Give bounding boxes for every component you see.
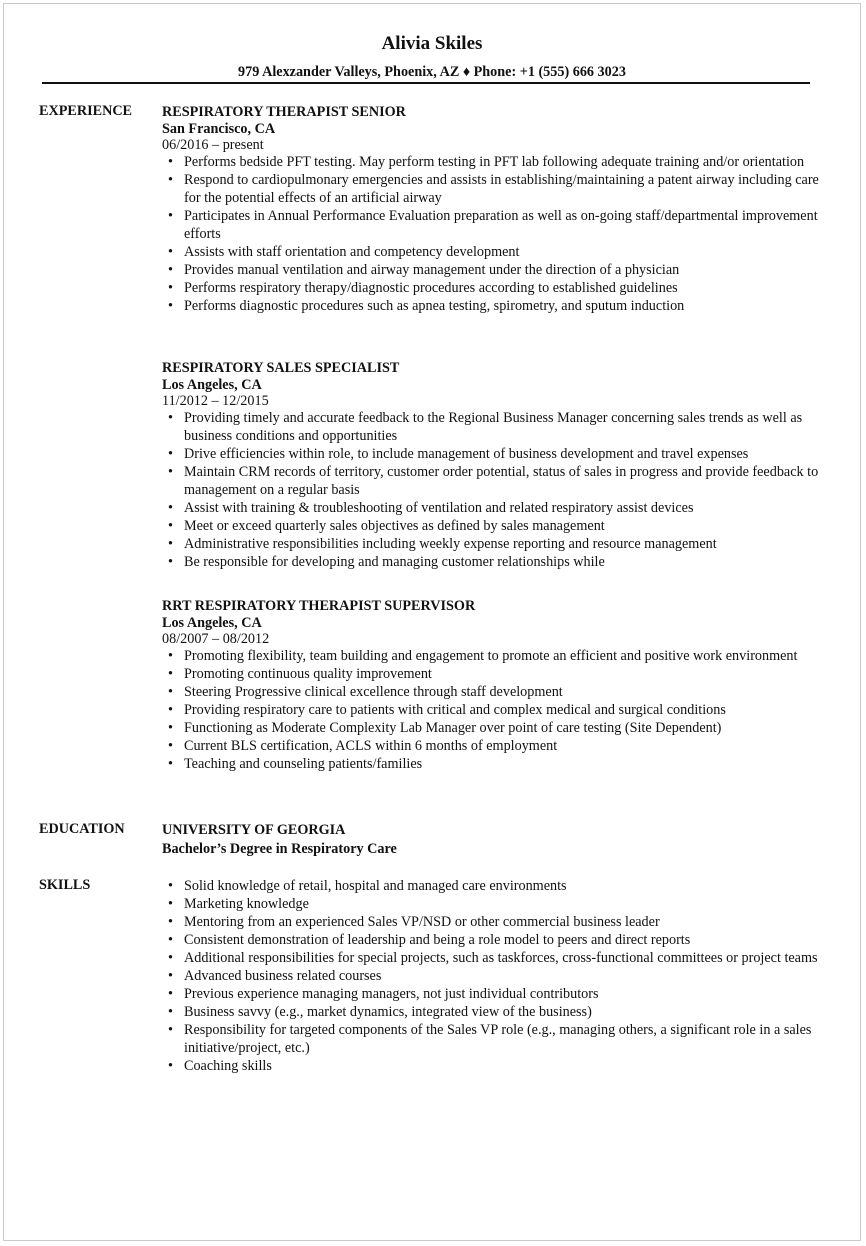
bullet-text: Coaching skills [184, 1058, 272, 1074]
skills-bullets [162, 877, 822, 1075]
bullet-text: Performs respiratory therapy/diagnostic procedures according to established guidelines [184, 280, 678, 296]
bullet-text: Performs diagnostic procedures such as apnea testing, spirometry, and sputum induction [184, 298, 685, 314]
bullet-text: Performs bedside PFT testing. May perform testing in PFT lab following adequate training and/or orientation [184, 154, 805, 170]
bullet-text: Assists with staff orientation and competency development [184, 244, 520, 260]
bullet-text: Consistent demonstration of leadership and being a role model to peers and direct reports [184, 932, 691, 948]
bullet-icon: • [168, 684, 173, 700]
bullet-text: Participates in Annual Performance Evaluation preparation as well as on-going staff/departmental improvement efforts [184, 208, 818, 242]
bullet-icon: • [168, 244, 173, 260]
bullet-icon: • [168, 914, 173, 930]
bullet-icon: • [168, 518, 173, 534]
bullet-item [162, 153, 822, 171]
bullet-text: Previous experience managing managers, not just individual contributors [184, 986, 599, 1002]
bullet-icon: • [168, 648, 173, 664]
job-dates: 06/2016 – present [162, 137, 264, 153]
job-location: Los Angeles, CA [162, 377, 262, 393]
bullet-item [162, 279, 822, 297]
bullet-icon: • [168, 702, 173, 718]
skills-block [162, 877, 822, 1075]
job-title: RESPIRATORY SALES SPECIALIST [162, 360, 400, 376]
job-dates: 08/2007 – 08/2012 [162, 631, 270, 647]
bullet-text: Teaching and counseling patients/families [184, 756, 423, 772]
bullet-text: Assist with training & troubleshooting of ventilation and related respiratory assist devices [184, 500, 694, 516]
bullet-icon: • [168, 1022, 173, 1038]
bullet-text: Be responsible for developing and managing customer relationships while [184, 554, 605, 570]
bullet-text: Providing respiratory care to patients with critical and complex medical and surgical conditions [184, 702, 726, 718]
bullet-text: Promoting continuous quality improvement [184, 666, 432, 682]
experience-label: EXPERIENCE [39, 103, 133, 119]
bullet-item [162, 409, 822, 445]
degree: Bachelor’s Degree in Respiratory Care [162, 841, 397, 857]
header-divider [42, 82, 810, 84]
bullet-item [162, 297, 822, 315]
bullet-icon: • [168, 950, 173, 966]
bullet-item [162, 931, 822, 949]
bullet-item [162, 967, 822, 985]
bullet-item [162, 261, 822, 279]
bullet-icon: • [168, 666, 173, 682]
bullet-icon: • [168, 172, 173, 188]
bullet-icon: • [168, 208, 173, 224]
bullet-item [162, 701, 822, 719]
bullet-text: Respond to cardiopulmonary emergencies and assists in establishing/maintaining a patent airway including care for the potential effects of an artificial airway [184, 172, 819, 206]
bullet-icon: • [168, 262, 173, 278]
bullet-text: Additional responsibilities for special projects, such as taskforces, cross-functional committees or project teams [184, 950, 818, 966]
bullet-text: Drive efficiencies within role, to include management of business development and travel expenses [184, 446, 749, 462]
bullet-text: Steering Progressive clinical excellence through staff development [184, 684, 563, 700]
job-3 [162, 597, 822, 773]
bullet-item [162, 171, 822, 207]
bullet-text: Provides manual ventilation and airway management under the direction of a physician [184, 262, 680, 278]
bullet-icon: • [168, 500, 173, 516]
bullet-icon: • [168, 1004, 173, 1020]
bullet-icon: • [168, 878, 173, 894]
bullet-text: Advanced business related courses [184, 968, 382, 984]
bullet-text: Promoting flexibility, team building and engagement to promote an efficient and positive work environment [184, 648, 798, 664]
bullet-icon: • [168, 280, 173, 296]
bullet-icon: • [168, 554, 173, 570]
job-title: RRT RESPIRATORY THERAPIST SUPERVISOR [162, 598, 476, 614]
bullet-icon: • [168, 738, 173, 754]
bullet-icon: • [168, 896, 173, 912]
bullet-item [162, 719, 822, 737]
bullet-item [162, 949, 822, 967]
bullet-item [162, 913, 822, 931]
bullet-item [162, 683, 822, 701]
bullet-text: Meet or exceed quarterly sales objectives as defined by sales management [184, 518, 605, 534]
education-block [162, 821, 822, 859]
bullet-icon: • [168, 154, 173, 170]
bullet-item [162, 985, 822, 1003]
bullet-text: Administrative responsibilities including weekly expense reporting and resource management [184, 536, 717, 552]
school-name: UNIVERSITY OF GEORGIA [162, 822, 346, 838]
job-dates: 11/2012 – 12/2015 [162, 393, 269, 409]
bullet-icon: • [168, 720, 173, 736]
bullet-item [162, 535, 822, 553]
job-bullets [162, 153, 822, 315]
job-location: San Francisco, CA [162, 121, 276, 137]
job-2 [162, 359, 822, 571]
bullet-item [162, 463, 822, 499]
job-1 [162, 103, 822, 315]
bullet-icon: • [168, 536, 173, 552]
resume-page [3, 3, 861, 1241]
bullet-text: Responsibility for targeted components of the Sales VP role (e.g., managing others, a significant role in a sales initiative/project, etc.) [184, 1022, 812, 1056]
bullet-text: Marketing knowledge [184, 896, 309, 912]
job-bullets [162, 409, 822, 571]
bullet-icon: • [168, 932, 173, 948]
bullet-item [162, 1021, 822, 1057]
bullet-icon: • [168, 446, 173, 462]
education-label: EDUCATION [39, 821, 125, 837]
bullet-text: Providing timely and accurate feedback to the Regional Business Manager concerning sales trends as well as business conditions and opportunities [184, 410, 803, 444]
bullet-item [162, 207, 822, 243]
skills-label: SKILLS [39, 877, 91, 893]
bullet-item [162, 1003, 822, 1021]
bullet-icon: • [168, 968, 173, 984]
bullet-text: Mentoring from an experienced Sales VP/NSD or other commercial business leader [184, 914, 660, 930]
bullet-item [162, 665, 822, 683]
job-title: RESPIRATORY THERAPIST SENIOR [162, 104, 406, 120]
bullet-text: Solid knowledge of retail, hospital and managed care environments [184, 878, 567, 894]
bullet-item [162, 445, 822, 463]
bullet-item [162, 499, 822, 517]
bullet-item [162, 877, 822, 895]
bullet-text: Maintain CRM records of territory, customer order potential, status of sales in progress and provide feedback to management on a regular basis [184, 464, 819, 498]
candidate-name: Alivia Skiles [381, 33, 483, 54]
bullet-icon: • [168, 410, 173, 426]
bullet-item [162, 1057, 822, 1075]
bullet-item [162, 553, 822, 571]
bullet-item [162, 755, 822, 773]
bullet-item [162, 243, 822, 261]
bullet-text: Functioning as Moderate Complexity Lab Manager over point of care testing (Site Dependent) [184, 720, 722, 736]
bullet-text: Business savvy (e.g., market dynamics, integrated view of the business) [184, 1004, 592, 1020]
bullet-icon: • [168, 298, 173, 314]
contact-line: 979 Alexzander Valleys, Phoenix, AZ ♦ Phone: +1 (555) 666 3023 [238, 64, 626, 80]
bullet-item [162, 517, 822, 535]
bullet-item [162, 895, 822, 913]
bullet-icon: • [168, 1058, 173, 1074]
job-bullets [162, 647, 822, 773]
bullet-icon: • [168, 756, 173, 772]
bullet-item [162, 647, 822, 665]
bullet-item [162, 737, 822, 755]
bullet-icon: • [168, 986, 173, 1002]
bullet-text: Current BLS certification, ACLS within 6 months of employment [184, 738, 558, 754]
job-location: Los Angeles, CA [162, 615, 262, 631]
bullet-icon: • [168, 464, 173, 480]
